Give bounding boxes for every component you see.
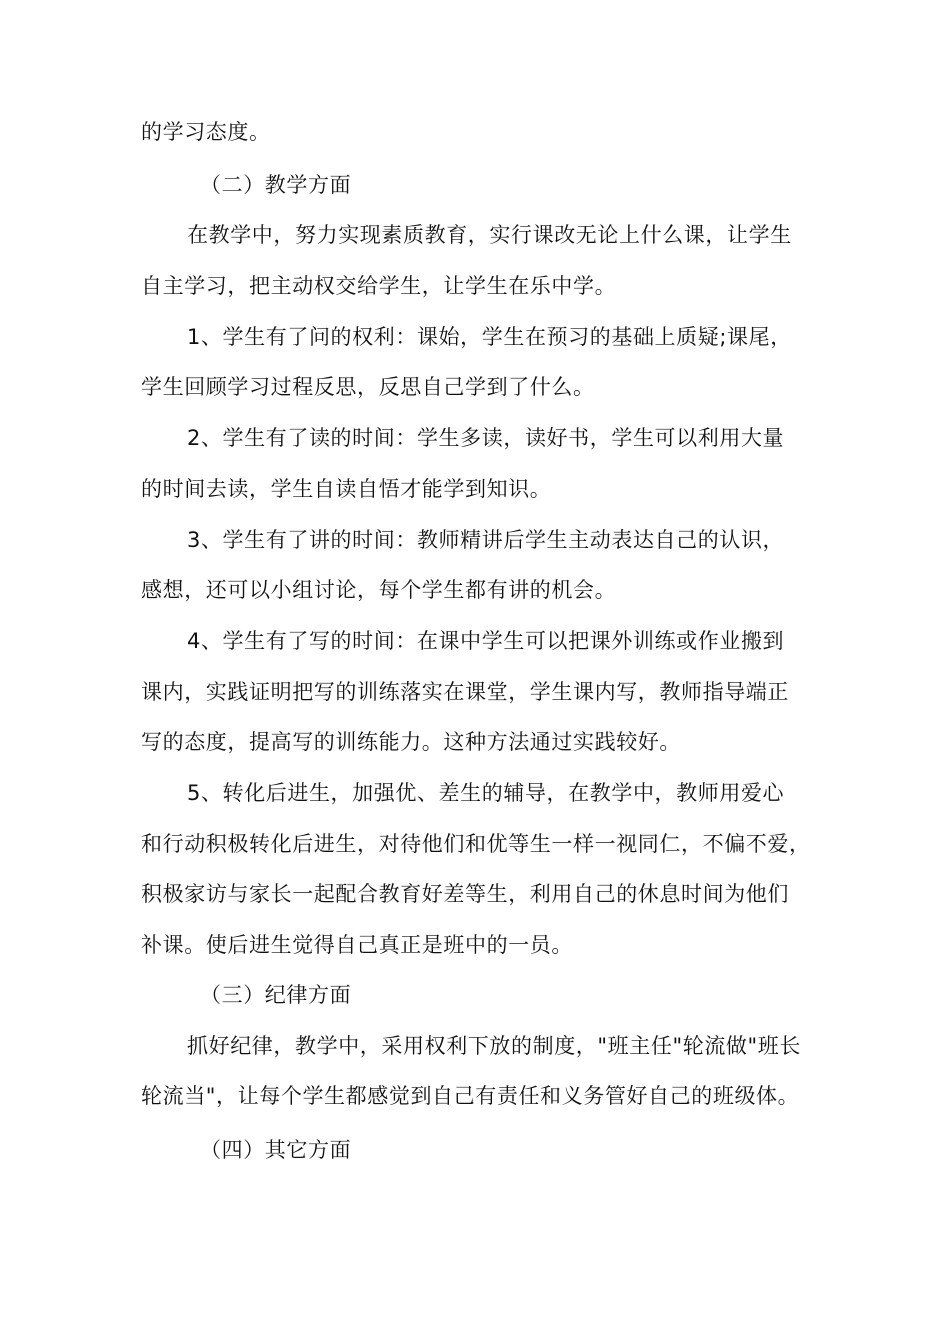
paragraph-line: 的学习态度。	[141, 120, 271, 144]
section-heading-teaching: （二）教学方面	[200, 173, 352, 197]
list-item-line: 和行动积极转化后进生，对待他们和优等生一样一视同仁，不偏不爱，	[141, 832, 811, 856]
paragraph-line: 在教学中，努力实现素质教育，实行课改无论上什么课，让学生	[187, 223, 792, 247]
list-item-line: 积极家访与家长一起配合教育好差等生，利用自己的休息时间为他们	[141, 882, 789, 906]
list-item-line: 3、学生有了讲的时间：教师精讲后学生主动表达自己的认识，	[187, 528, 785, 552]
list-item-line: 写的态度，提高写的训练能力。这种方法通过实践较好。	[141, 730, 681, 754]
paragraph-line: 轮流当"，让每个学生都感觉到自己有责任和义务管好自己的班级体。	[141, 1084, 800, 1108]
list-item-line: 课内，实践证明把写的训练落实在课堂，学生课内写，教师指导端正	[141, 680, 789, 704]
paragraph-line: 抓好纪律，教学中，采用权利下放的制度，"班主任"轮流做"班长	[187, 1034, 801, 1058]
list-item-line: 5、转化后进生，加强优、差生的辅导，在教学中，教师用爱心	[187, 781, 785, 805]
paragraph-line: 自主学习，把主动权交给学生，让学生在乐中学。	[141, 274, 617, 298]
section-heading-discipline: （三）纪律方面	[200, 983, 352, 1007]
section-heading-other: （四）其它方面	[200, 1138, 352, 1162]
list-item-line: 的时间去读，学生自读自悟才能学到知识。	[141, 477, 552, 501]
list-item-line: 感想，还可以小组讨论，每个学生都有讲的机会。	[141, 578, 617, 602]
list-item-line: 4、学生有了写的时间：在课中学生可以把课外训练或作业搬到	[187, 629, 785, 653]
list-item-line: 2、学生有了读的时间：学生多读，读好书，学生可以利用大量	[187, 426, 785, 450]
list-item-line: 1、学生有了问的权利：课始，学生在预习的基础上质疑;课尾，	[187, 325, 792, 349]
list-item-line: 学生回顾学习过程反思，反思自己学到了什么。	[141, 375, 595, 399]
list-item-line: 补课。使后进生觉得自己真正是班中的一员。	[141, 933, 573, 957]
